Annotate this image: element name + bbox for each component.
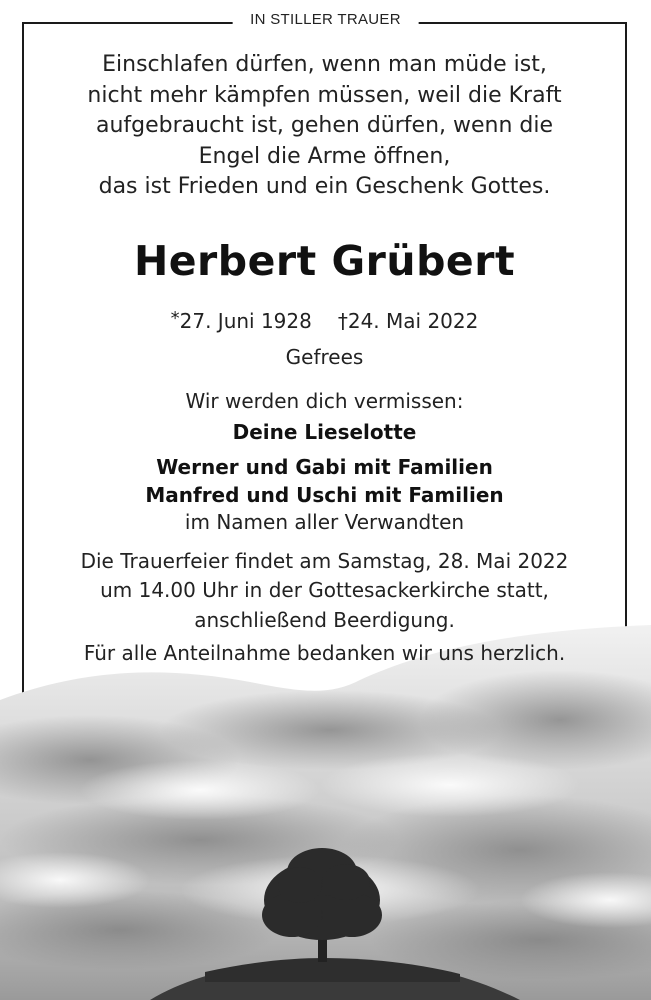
service-line: um 14.00 Uhr in der Gottesackerkirche statt, <box>100 578 549 602</box>
notice-content <box>22 22 627 665</box>
place: Gefrees <box>285 344 364 369</box>
poem-line: aufgebraucht ist, gehen dürfen, wenn die <box>95 113 554 138</box>
poem-line: Einschlafen dürfen, wenn man müde ist, <box>102 52 547 77</box>
service-info <box>22 547 627 636</box>
header-label: IN STILLER TRAUER <box>232 11 419 28</box>
service-line: anschließend Beerdigung. <box>194 607 455 632</box>
mourner-name: Manfred und Uschi mit Familien <box>145 482 504 507</box>
poem <box>22 50 627 203</box>
deceased-name: Herbert Grübert <box>133 236 516 285</box>
mourners-intro: Wir werden dich vermissen: <box>185 388 464 413</box>
thanks-line: Für alle Anteilnahme bedanken wir uns herzlich. <box>83 641 566 665</box>
life-dates <box>22 309 627 333</box>
service-line: Die Trauerfeier findet am Samstag, 28. Mai 2022 <box>80 548 569 573</box>
poem-line: das ist Frieden und ein Geschenk Gottes. <box>98 174 551 199</box>
tree-landscape-image <box>0 610 651 1000</box>
birth-symbol-icon: * <box>170 307 180 329</box>
death-symbol-icon: † <box>337 308 348 333</box>
mourner-name: Werner und Gabi mit Familien <box>156 454 493 479</box>
birth-date: 27. Juni 1928 <box>179 308 312 333</box>
relatives-line: im Namen aller Verwandten <box>184 509 465 534</box>
mourner-name: Deine Lieselotte <box>232 419 417 444</box>
poem-line: Engel die Arme öffnen, <box>198 143 451 169</box>
poem-line: nicht mehr kämpfen müssen, weil die Kraft <box>87 82 562 108</box>
death-date: 24. Mai 2022 <box>347 308 479 333</box>
